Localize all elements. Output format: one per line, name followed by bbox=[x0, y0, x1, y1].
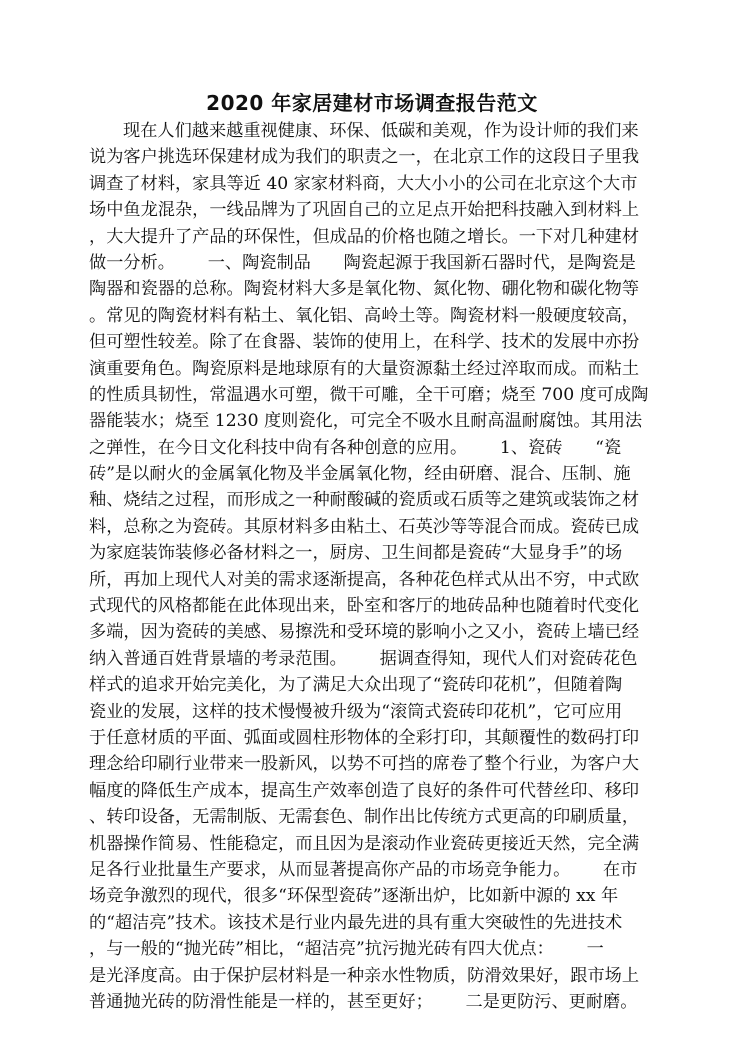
body-line: 的性质具韧性，常温遇水可塑，微干可雕，全干可磨；烧至 700 度可成陶 bbox=[89, 384, 649, 405]
body-line: 砖”是以耐火的金属氧化物及半金属氧化物，经由研磨、混合、压制、施 bbox=[89, 464, 631, 485]
body-line: 样式的追求开始完美化，为了满足大众出现了“瓷砖印花机”，但随着陶 bbox=[89, 675, 623, 696]
body-line: 机器操作简易、性能稳定，而且因为是滚动作业瓷砖更接近天然，完全满 bbox=[89, 833, 640, 854]
body-line: 调查了材料，家具等近 40 家家材料商，大大小小的公司在北京这个大市 bbox=[89, 173, 638, 194]
body-line: 多端，因为瓷砖的美感、易擦洗和受环境的影响小之又小，瓷砖上墙已经 bbox=[89, 622, 640, 643]
body-line: 是光泽度高。由于保护层材料是一种亲水性物质，防滑效果好，跟市场上 bbox=[89, 965, 640, 986]
body-line: 之弹性，在今日文化科技中尙有各种创意的应用。 1、瓷砖 “瓷 bbox=[89, 437, 622, 458]
body-line: 瓷业的发展，这样的技术慢慢被升级为“滚筒式瓷砖印花机”，它可应用 bbox=[89, 701, 623, 722]
body-line: 器能装水；烧至 1230 度则瓷化，可完全不吸水且耐高温耐腐蚀。其用法 bbox=[89, 411, 643, 432]
document-title: 2020 年家居建材市场调查报告范文 bbox=[206, 91, 538, 115]
body-line: 足各行业批量生产要求，从而显著提高你产品的市场竞争能力。 在市 bbox=[89, 859, 638, 880]
body-line: 陶器和瓷器的总称。陶瓷材料大多是氧化物、氮化物、硼化物和碳化物等 bbox=[89, 279, 640, 300]
body-line: 场中鱼龙混杂，一线品牌为了巩固自己的立足点开始把科技融入到材料上 bbox=[89, 200, 640, 221]
body-line: 现在人们越来越重视健康、环保、低碳和美观，作为设计师的我们来 bbox=[123, 121, 639, 141]
body-line: 说为客户挑选环保建材成为我们的职责之一，在北京工作的这段日子里我 bbox=[89, 147, 640, 168]
body-line: 釉、烧结之过程，而形成之一种耐酸碱的瓷质或石质等之建筑或装饰之材 bbox=[89, 490, 640, 511]
document-body bbox=[89, 118, 657, 1015]
body-line: 幅度的降低生产成本，提高生产效率创造了良好的条件可代替丝印、移印 bbox=[89, 780, 640, 801]
body-line: 但可塑性较差。除了在食器、装饰的使用上，在科学、技术的发展中亦扮 bbox=[89, 332, 640, 353]
body-line: ，大大提升了产品的环保性，但成品的价格也随之增长。一下对几种建材 bbox=[89, 226, 640, 247]
body-line: 纳入普通百姓背景墙的考录范围。 据调查得知，现代人们对瓷砖花色 bbox=[89, 648, 638, 669]
body-line: 做一分析。 一、陶瓷制品 陶瓷起源于我国新石器时代，是陶瓷是 bbox=[89, 252, 636, 273]
body-line: 于任意材质的平面、弧面或圆柱形物体的全彩打印，其颠覆性的数码打印 bbox=[89, 727, 640, 748]
body-line: 式现代的风格都能在此体现出来，卧室和客厅的地砖品种也随着时代变化 bbox=[89, 596, 640, 617]
body-line: 演重要角色。陶瓷原料是地球原有的大量资源黏土经过淬取而成。而粘土 bbox=[89, 358, 640, 379]
body-line: 、转印设备，无需制版、无需套色、制作出比传统方式更高的印刷质量， bbox=[89, 807, 640, 828]
body-line: 普通抛光砖的防滑性能是一样的，甚至更好； 二是更防污、更耐磨。 bbox=[89, 991, 638, 1012]
body-line: ，与一般的“抛光砖”相比，“超洁亮”抗污抛光砖有四大优点： 一 bbox=[89, 939, 604, 960]
body-line: 。常见的陶瓷材料有粘土、氧化铝、高岭土等。陶瓷材料一般硬度较高， bbox=[89, 305, 640, 326]
body-line: 料，总称之为瓷砖。其原材料多由粘土、石英沙等等混合而成。瓷砖已成 bbox=[89, 516, 640, 537]
body-line: 场竞争激烈的现代，很多“环保型瓷砖”逐渐出炉，比如新中源的 xx 年 bbox=[89, 886, 619, 907]
body-line: 理念给印刷行业带来一股新风，以势不可挡的席卷了整个行业，为客户大 bbox=[89, 754, 640, 775]
body-line: 所，再加上现代人对美的需求逐渐提高，各种花色样式从出不穷，中式欧 bbox=[89, 569, 640, 590]
body-line: 为家庭装饰装修必备材料之一，厨房、卫生间都是瓷砖“大显身手”的场 bbox=[89, 543, 623, 564]
body-line: 的“超洁亮”技术。该技术是行业内最先进的具有重大突破性的先进技术 bbox=[89, 912, 623, 933]
